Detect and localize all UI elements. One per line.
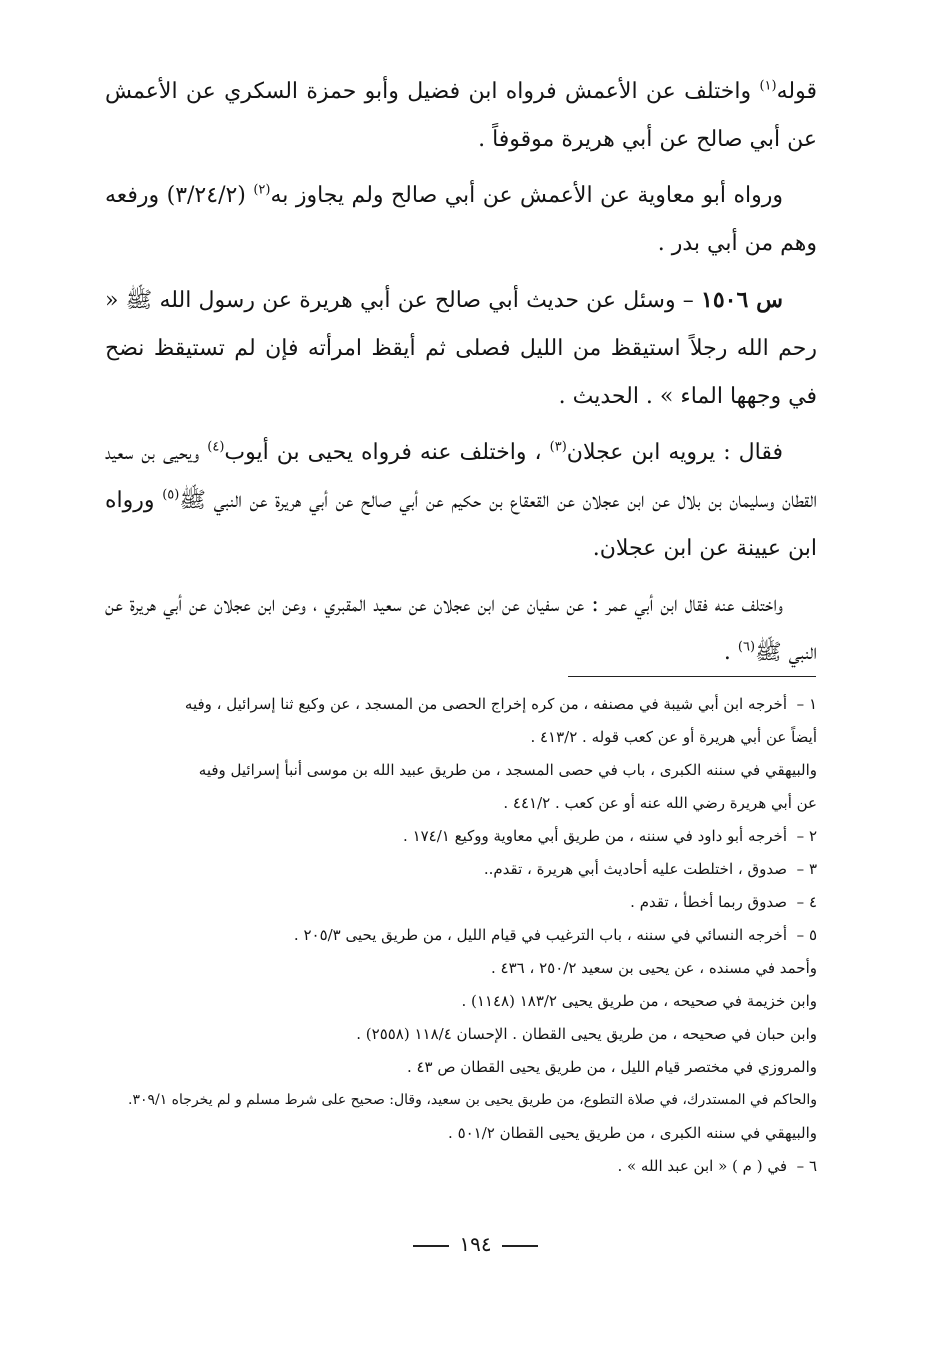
footnote-text: والحاكم في المستدرك، في صلاة التطوع، من طريق يحيى بن سعيد، وقال: صحيح على شرط مسلم و لم يخرجاه ٣٠٩/١. <box>127 1092 817 1108</box>
footnote-6 <box>105 1150 817 1183</box>
footnote-3 <box>105 853 817 886</box>
footnote-number: ٣ – <box>796 860 817 878</box>
question-text: – وسئل عن حديث أبي صالح عن أبي هريرة عن رسول الله ﷺ « رحم الله رجلاً استيقظ من الليل فصلى ثم أيقظ امرأته فإن لم تستيقظ نضح في وجهها الماء » . الحديث . <box>105 288 817 409</box>
footnote-number: ٤ – <box>796 893 817 911</box>
footnote-number: ٢ – <box>796 827 817 845</box>
footnote-text: أخرجه ابن أبي شيبة في مصنفه ، من كره إخراج الحصى من المسجد ، عن وكيع ثنا إسرائيل ، وفيه <box>184 695 787 713</box>
text-run: . <box>723 640 738 665</box>
question-1506 <box>105 276 817 421</box>
footnote-ref-5: (٥) <box>162 487 180 503</box>
text-run: (٣/٢٤/٢) ورفعه وهم من أبي بدر . <box>105 183 817 256</box>
paragraph-2 <box>105 172 817 268</box>
footnote-ref-1: (١) <box>759 78 777 94</box>
main-text <box>105 68 817 685</box>
question-number: س ١٥٠٦ <box>701 287 784 313</box>
footnote-number: ٥ – <box>796 926 817 944</box>
footnote-text: وأحمد في مسنده ، عن يحيى بن سعيد ٢٥٠/٢ ، ٤٣٦ . <box>490 959 817 977</box>
footnote-text: صدوق ربما أخطأ ، تقدم . <box>630 893 787 911</box>
footnote-ref-6: (٦) <box>737 639 756 655</box>
footnote-4 <box>105 886 817 919</box>
footnote-text: وابن خزيمة في صحيحه ، من طريق يحيى ١٨٣/٢ (١١٤٨) . <box>461 992 817 1010</box>
text-run: ورواه ابن عيينة عن ابن عجلان. <box>105 488 817 561</box>
text-run: ورواه أبو معاوية عن الأعمش عن أبي صالح ولم يجاوز به <box>270 183 783 208</box>
footnote-number: ٦ – <box>796 1157 817 1175</box>
text-run: فقال : يرويه ابن عجلان <box>566 440 783 465</box>
text-run: واختلف عن الأعمش فرواه ابن فضيل وأبو حمزة السكري عن الأعمش عن أبي صالح عن أبي هريرة موقوفاً . <box>105 79 817 152</box>
paragraph-4 <box>105 581 817 677</box>
footnote-text: في ( م ) « ابن عبد الله » . <box>617 1157 787 1175</box>
footnote-text: أخرجه أبو داود في سننه ، من طريق أبي معاوية ووكيع ١٧٤/١ . <box>403 827 787 845</box>
footnote-1 <box>105 688 817 820</box>
footnotes <box>105 688 817 1183</box>
footnote-5 <box>105 919 817 1150</box>
footnote-ref-3: (٣) <box>549 439 567 455</box>
page-number-text: ١٩٤ <box>459 1232 492 1256</box>
paragraph-3 <box>105 429 817 573</box>
text-run: ويحيى بن سعيد القطان وسليمان بن بلال عن ابن عجلان عن القعقاع بن حكيم عن أبي صالح عن أبي هريرة عن النبي ﷺ <box>105 440 817 513</box>
footnote-text: وابن حبان في صحيحه ، من طريق يحيى القطان . الإحسان ١١٨/٤ (٢٥٥٨) . <box>356 1025 817 1043</box>
paragraph-1 <box>105 68 817 164</box>
footnote-ref-4: (٤) <box>207 439 225 455</box>
footnote-text: والبيهقي في سننه الكبرى ، من طريق يحيى القطان ٥٠١/٢ . <box>448 1124 817 1142</box>
footnote-separator <box>568 676 816 677</box>
footnote-text: والمروزي في مختصر قيام الليل ، من طريق يحيى القطان ص ٤٣ . <box>406 1058 817 1076</box>
footnote-number: ١ – <box>796 695 817 713</box>
footnote-text: عن أبي هريرة رضي الله عنه أو عن كعب . ٤٤١/٢ . <box>503 794 817 812</box>
text-run: ، واختلف عنه فرواه يحيى بن أيوب <box>224 440 550 465</box>
footnote-ref-2: (٢) <box>253 182 271 198</box>
footnote-text: أيضاً عن أبي هريرة أو عن كعب قوله . ٤١٣/٢ . <box>530 728 817 746</box>
footnote-text: والبيهقي في سننه الكبرى ، باب في حصى المسجد ، من طريق عبيد الله بن موسى أنبأ إسرائيل وفيه <box>198 761 817 779</box>
dash-left <box>502 1245 538 1247</box>
footnote-text: صدوق ، اختلطت عليه أحاديث أبي هريرة ، تقدم.. <box>483 860 787 878</box>
text-run: واختلف عنه فقال ابن أبي عمر : عن سفيان عن ابن عجلان عن سعيد المقبري ، وعن ابن عجلان عن أبي هريرة عن النبي ﷺ <box>105 592 817 665</box>
page-number <box>0 1232 951 1256</box>
text-run: قوله <box>776 79 817 104</box>
footnote-2 <box>105 820 817 853</box>
footnote-text: أخرجه النسائي في سننه ، باب الترغيب في قيام الليل ، من طريق يحيى ٢٠٥/٣ . <box>293 926 787 944</box>
dash-right <box>413 1245 449 1247</box>
